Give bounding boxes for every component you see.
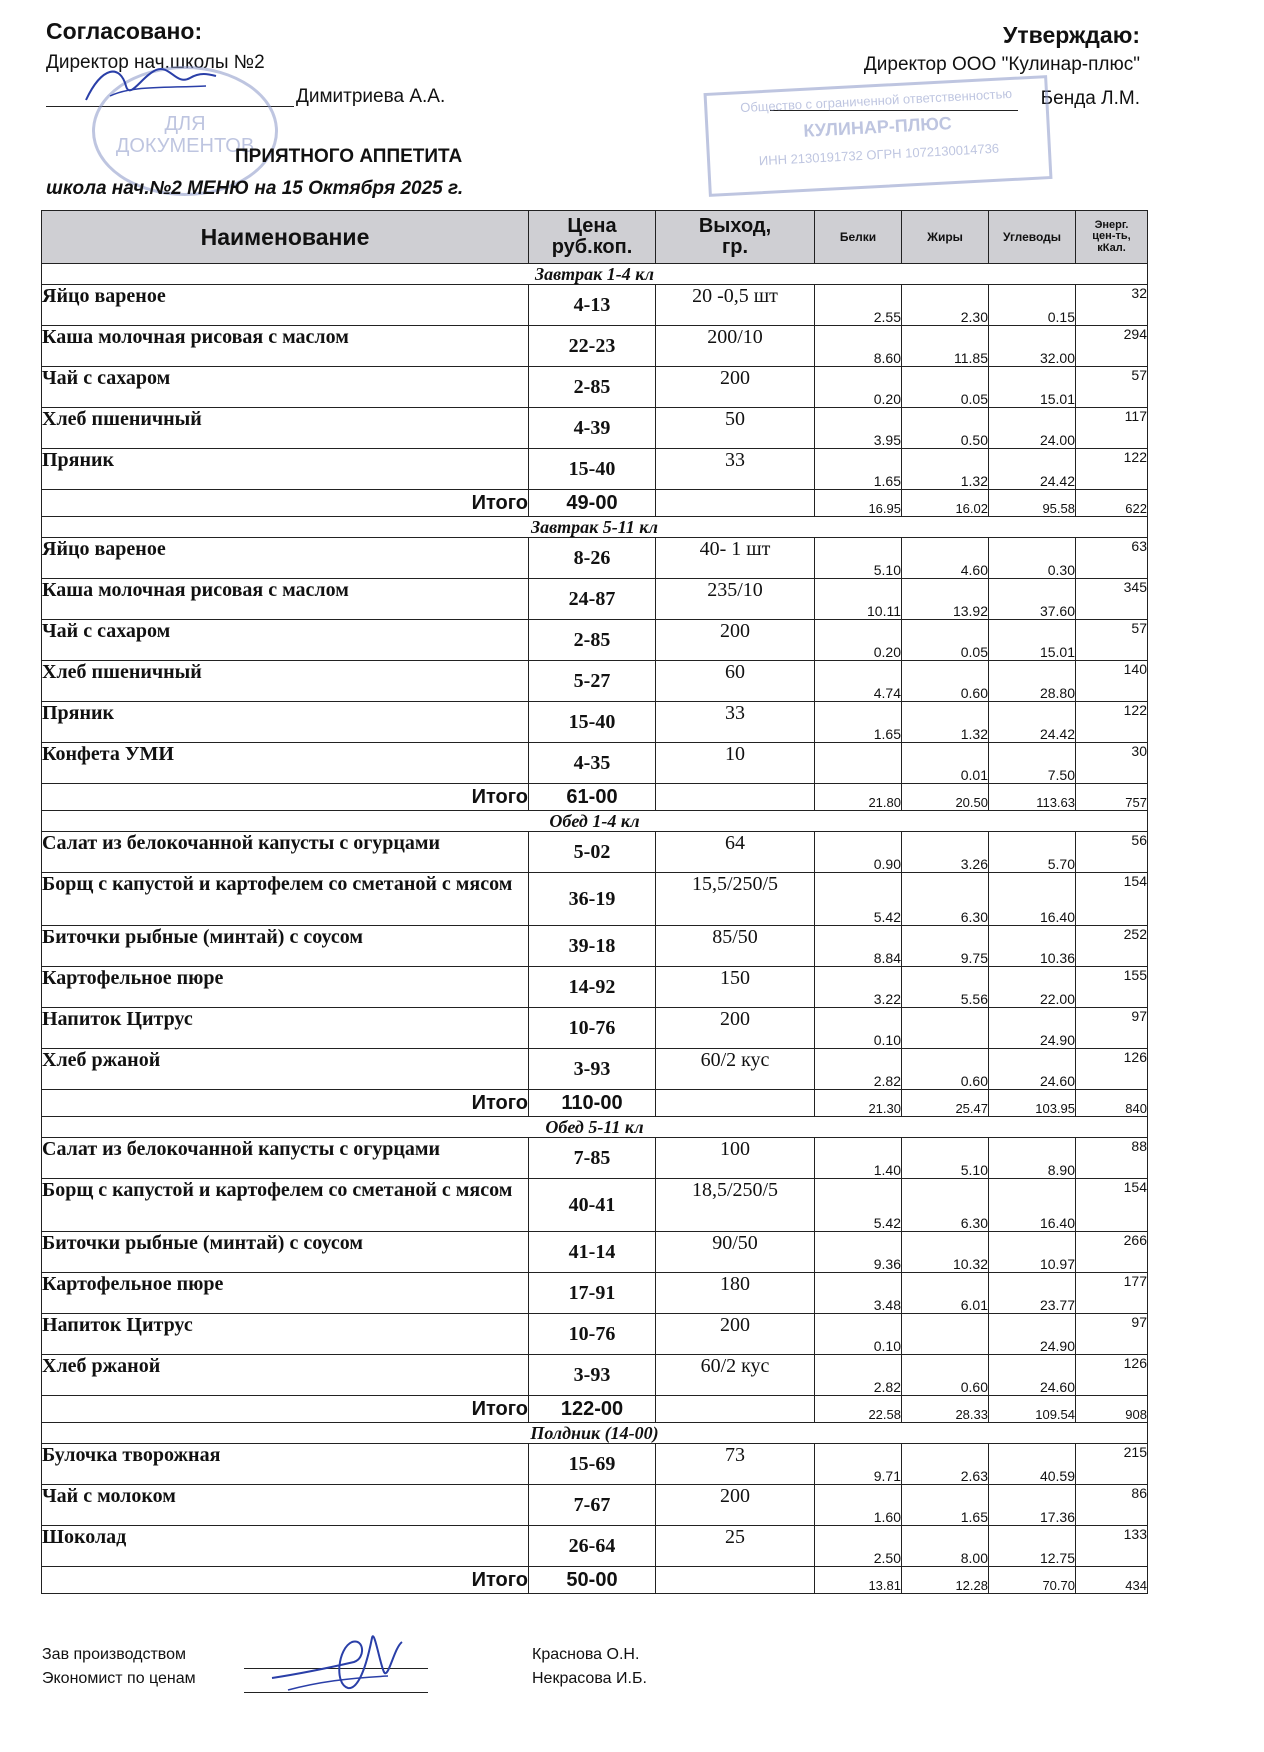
- item-yield: 150: [656, 967, 815, 1008]
- item-name: Яйцо вареное: [42, 538, 529, 579]
- item-carbs: 16.40: [989, 873, 1076, 926]
- item-kcal: 30: [1076, 743, 1148, 784]
- total-label: Итого: [42, 1396, 529, 1423]
- item-name: Биточки рыбные (минтай) с соусом: [42, 926, 529, 967]
- item-carbs: 16.40: [989, 1179, 1076, 1232]
- total-price: 50-00: [529, 1567, 656, 1594]
- item-kcal: 56: [1076, 832, 1148, 873]
- item-yield: 60/2 кус: [656, 1049, 815, 1090]
- item-price: 17-91: [529, 1273, 656, 1314]
- item-protein: 3.22: [815, 967, 902, 1008]
- item-fat: 11.85: [902, 326, 989, 367]
- total-kcal: 908: [1076, 1396, 1148, 1423]
- item-price: 15-69: [529, 1444, 656, 1485]
- item-carbs: 15.01: [989, 620, 1076, 661]
- table-row: [42, 326, 1148, 367]
- item-kcal: 345: [1076, 579, 1148, 620]
- table-row: [42, 408, 1148, 449]
- item-price: 4-35: [529, 743, 656, 784]
- item-kcal: 294: [1076, 326, 1148, 367]
- total-carbs: 109.54: [989, 1396, 1076, 1423]
- item-protein: 0.20: [815, 367, 902, 408]
- item-price: 15-40: [529, 449, 656, 490]
- total-yield: [656, 490, 815, 517]
- item-fat: 5.10: [902, 1138, 989, 1179]
- item-carbs: 24.60: [989, 1049, 1076, 1090]
- item-carbs: 40.59: [989, 1444, 1076, 1485]
- section-header: [42, 517, 1148, 538]
- table-row: [42, 832, 1148, 873]
- item-fat: 2.30: [902, 285, 989, 326]
- item-carbs: 24.42: [989, 449, 1076, 490]
- item-protein: 10.11: [815, 579, 902, 620]
- item-yield: 50: [656, 408, 815, 449]
- item-yield: 200: [656, 367, 815, 408]
- item-carbs: 28.80: [989, 661, 1076, 702]
- item-fat: 3.26: [902, 832, 989, 873]
- section-title: Завтрак 5-11 кл: [42, 517, 1148, 538]
- table-row: [42, 1314, 1148, 1355]
- item-yield: 15,5/250/5: [656, 873, 815, 926]
- approve-name: Бенда Л.М.: [1040, 88, 1140, 109]
- item-fat: 0.60: [902, 1049, 989, 1090]
- item-protein: 0.20: [815, 620, 902, 661]
- item-carbs: 24.42: [989, 702, 1076, 743]
- item-name: Хлеб ржаной: [42, 1049, 529, 1090]
- section-title: Обед 5-11 кл: [42, 1117, 1148, 1138]
- total-yield: [656, 1396, 815, 1423]
- item-carbs: 32.00: [989, 326, 1076, 367]
- item-name: Картофельное пюре: [42, 1273, 529, 1314]
- total-carbs: 103.95: [989, 1090, 1076, 1117]
- table-row: [42, 449, 1148, 490]
- item-name: Хлеб пшеничный: [42, 661, 529, 702]
- total-label: Итого: [42, 1090, 529, 1117]
- approve-heading: Утверждаю:: [1003, 22, 1140, 48]
- item-fat: 1.32: [902, 702, 989, 743]
- item-carbs: 24.00: [989, 408, 1076, 449]
- item-fat: 8.00: [902, 1526, 989, 1567]
- menu-title: школа нач.№2 МЕНЮ на 15 Октября 2025 г.: [46, 178, 464, 199]
- total-fat: 12.28: [902, 1567, 989, 1594]
- item-yield: 85/50: [656, 926, 815, 967]
- item-protein: 9.36: [815, 1232, 902, 1273]
- table-row: [42, 1526, 1148, 1567]
- item-kcal: 88: [1076, 1138, 1148, 1179]
- total-fat: 20.50: [902, 784, 989, 811]
- total-yield: [656, 1567, 815, 1594]
- item-price: 3-93: [529, 1049, 656, 1090]
- total-price: 61-00: [529, 784, 656, 811]
- item-kcal: 133: [1076, 1526, 1148, 1567]
- table-row: [42, 967, 1148, 1008]
- item-protein: 8.84: [815, 926, 902, 967]
- item-kcal: 57: [1076, 367, 1148, 408]
- item-carbs: 22.00: [989, 967, 1076, 1008]
- item-yield: 25: [656, 1526, 815, 1567]
- col-price: Цена руб.коп.: [529, 211, 656, 264]
- footer-signature: [268, 1618, 408, 1702]
- section-title: Полдник (14-00): [42, 1423, 1148, 1444]
- table-row: [42, 661, 1148, 702]
- item-fat: 6.30: [902, 873, 989, 926]
- menu-body: [42, 264, 1148, 1594]
- item-kcal: 215: [1076, 1444, 1148, 1485]
- section-header: [42, 1117, 1148, 1138]
- section-title: Завтрак 1-4 кл: [42, 264, 1148, 285]
- total-yield: [656, 784, 815, 811]
- footer-role-production: Зав производством: [42, 1646, 186, 1663]
- item-yield: 180: [656, 1273, 815, 1314]
- total-protein: 22.58: [815, 1396, 902, 1423]
- item-kcal: 97: [1076, 1008, 1148, 1049]
- total-price: 110-00: [529, 1090, 656, 1117]
- item-yield: 40- 1 шт: [656, 538, 815, 579]
- item-protein: 5.42: [815, 873, 902, 926]
- item-yield: 64: [656, 832, 815, 873]
- item-protein: 3.48: [815, 1273, 902, 1314]
- table-row: [42, 1273, 1148, 1314]
- col-name: Наименование: [42, 211, 529, 264]
- total-row: [42, 784, 1148, 811]
- item-kcal: 63: [1076, 538, 1148, 579]
- item-fat: 1.65: [902, 1485, 989, 1526]
- item-name: Пряник: [42, 449, 529, 490]
- footer-name-2: Некрасова И.Б.: [532, 1670, 647, 1687]
- item-kcal: 252: [1076, 926, 1148, 967]
- table-row: [42, 579, 1148, 620]
- total-carbs: 113.63: [989, 784, 1076, 811]
- table-row: [42, 1355, 1148, 1396]
- item-kcal: 122: [1076, 702, 1148, 743]
- item-name: Чай с молоком: [42, 1485, 529, 1526]
- total-carbs: 95.58: [989, 490, 1076, 517]
- item-fat: 0.05: [902, 620, 989, 661]
- item-price: 15-40: [529, 702, 656, 743]
- item-carbs: 24.90: [989, 1314, 1076, 1355]
- col-energy: Энерг. цен-ть, кКал.: [1076, 211, 1148, 264]
- item-carbs: 10.36: [989, 926, 1076, 967]
- total-fat: 28.33: [902, 1396, 989, 1423]
- item-protein: 0.90: [815, 832, 902, 873]
- item-kcal: 266: [1076, 1232, 1148, 1273]
- section-title: Обед 1-4 кл: [42, 811, 1148, 832]
- item-fat: 2.63: [902, 1444, 989, 1485]
- total-label: Итого: [42, 784, 529, 811]
- item-name: Картофельное пюре: [42, 967, 529, 1008]
- table-row: [42, 1138, 1148, 1179]
- item-name: Булочка творожная: [42, 1444, 529, 1485]
- item-carbs: 23.77: [989, 1273, 1076, 1314]
- item-yield: 235/10: [656, 579, 815, 620]
- item-protein: [815, 743, 902, 784]
- table-row: [42, 702, 1148, 743]
- item-carbs: 37.60: [989, 579, 1076, 620]
- item-protein: 9.71: [815, 1444, 902, 1485]
- table-row: [42, 538, 1148, 579]
- col-carbs: Углеводы: [989, 211, 1076, 264]
- item-kcal: 117: [1076, 408, 1148, 449]
- item-fat: 0.60: [902, 661, 989, 702]
- item-yield: 10: [656, 743, 815, 784]
- item-kcal: 122: [1076, 449, 1148, 490]
- item-price: 8-26: [529, 538, 656, 579]
- item-name: Каша молочная рисовая с маслом: [42, 326, 529, 367]
- agreed-signature: [80, 56, 220, 116]
- total-price: 49-00: [529, 490, 656, 517]
- item-fat: [902, 1008, 989, 1049]
- item-name: Борщ с капустой и картофелем со сметаной с мясом: [42, 873, 529, 926]
- item-carbs: 0.15: [989, 285, 1076, 326]
- item-protein: 5.10: [815, 538, 902, 579]
- item-name: Хлеб ржаной: [42, 1355, 529, 1396]
- item-price: 10-76: [529, 1008, 656, 1049]
- item-carbs: 12.75: [989, 1526, 1076, 1567]
- item-yield: 73: [656, 1444, 815, 1485]
- item-name: Каша молочная рисовая с маслом: [42, 579, 529, 620]
- item-price: 2-85: [529, 367, 656, 408]
- item-carbs: 7.50: [989, 743, 1076, 784]
- item-price: 4-13: [529, 285, 656, 326]
- item-protein: 2.55: [815, 285, 902, 326]
- table-row: [42, 873, 1148, 926]
- item-kcal: 155: [1076, 967, 1148, 1008]
- item-fat: 0.01: [902, 743, 989, 784]
- item-yield: 60: [656, 661, 815, 702]
- item-yield: 33: [656, 702, 815, 743]
- table-row: [42, 1232, 1148, 1273]
- item-fat: 13.92: [902, 579, 989, 620]
- item-price: 40-41: [529, 1179, 656, 1232]
- item-name: Конфета УМИ: [42, 743, 529, 784]
- item-name: Хлеб пшеничный: [42, 408, 529, 449]
- item-price: 5-02: [529, 832, 656, 873]
- item-yield: 20 -0,5 шт: [656, 285, 815, 326]
- item-name: Пряник: [42, 702, 529, 743]
- item-fat: 10.32: [902, 1232, 989, 1273]
- footer-role-economist: Экономист по ценам: [42, 1670, 196, 1687]
- item-name: Напиток Цитрус: [42, 1008, 529, 1049]
- table-header-row: [42, 211, 1148, 264]
- item-fat: 6.30: [902, 1179, 989, 1232]
- item-protein: 0.10: [815, 1008, 902, 1049]
- item-name: Салат из белокочанной капусты с огурцами: [42, 832, 529, 873]
- item-kcal: 57: [1076, 620, 1148, 661]
- item-protein: 1.40: [815, 1138, 902, 1179]
- table-row: [42, 1444, 1148, 1485]
- item-name: Шоколад: [42, 1526, 529, 1567]
- item-carbs: 15.01: [989, 367, 1076, 408]
- item-carbs: 17.36: [989, 1485, 1076, 1526]
- item-protein: 4.74: [815, 661, 902, 702]
- menu-table: [41, 210, 1148, 1594]
- item-price: 24-87: [529, 579, 656, 620]
- col-fat: Жиры: [902, 211, 989, 264]
- item-protein: 2.82: [815, 1049, 902, 1090]
- table-row: [42, 743, 1148, 784]
- table-row: [42, 367, 1148, 408]
- table-row: [42, 1008, 1148, 1049]
- item-fat: 6.01: [902, 1273, 989, 1314]
- item-name: Чай с сахаром: [42, 620, 529, 661]
- item-kcal: 177: [1076, 1273, 1148, 1314]
- total-protein: 21.80: [815, 784, 902, 811]
- item-yield: 200/10: [656, 326, 815, 367]
- item-fat: 1.32: [902, 449, 989, 490]
- item-kcal: 126: [1076, 1049, 1148, 1090]
- item-price: 39-18: [529, 926, 656, 967]
- item-kcal: 154: [1076, 1179, 1148, 1232]
- item-protein: 2.82: [815, 1355, 902, 1396]
- item-protein: 1.65: [815, 449, 902, 490]
- total-kcal: 840: [1076, 1090, 1148, 1117]
- item-kcal: 97: [1076, 1314, 1148, 1355]
- agreed-name: Димитриева А.А.: [296, 86, 446, 107]
- total-row: [42, 1567, 1148, 1594]
- item-carbs: 10.97: [989, 1232, 1076, 1273]
- approve-position: Директор ООО "Кулинар-плюс": [863, 54, 1140, 75]
- company-stamp: Общество с ограниченной ответственностью КУЛИНАР-ПЛЮС ИНН 2130191732 ОГРН 1072130014736: [704, 75, 1053, 197]
- item-yield: 33: [656, 449, 815, 490]
- footer-name-1: Краснова О.Н.: [532, 1646, 640, 1663]
- total-yield: [656, 1090, 815, 1117]
- item-protein: 0.10: [815, 1314, 902, 1355]
- item-price: 7-67: [529, 1485, 656, 1526]
- school-stamp: ДЛЯ ДОКУМЕНТОВ: [92, 66, 278, 196]
- item-protein: 3.95: [815, 408, 902, 449]
- item-price: 14-92: [529, 967, 656, 1008]
- item-kcal: 32: [1076, 285, 1148, 326]
- item-fat: 5.56: [902, 967, 989, 1008]
- item-yield: 200: [656, 620, 815, 661]
- item-fat: 0.05: [902, 367, 989, 408]
- total-price: 122-00: [529, 1396, 656, 1423]
- item-fat: 4.60: [902, 538, 989, 579]
- table-row: [42, 926, 1148, 967]
- total-row: [42, 490, 1148, 517]
- item-protein: 8.60: [815, 326, 902, 367]
- item-carbs: 24.60: [989, 1355, 1076, 1396]
- section-header: [42, 264, 1148, 285]
- item-name: Чай с сахаром: [42, 367, 529, 408]
- table-row: [42, 285, 1148, 326]
- item-kcal: 86: [1076, 1485, 1148, 1526]
- total-kcal: 757: [1076, 784, 1148, 811]
- item-name: Борщ с капустой и картофелем со сметаной с мясом: [42, 1179, 529, 1232]
- item-yield: 100: [656, 1138, 815, 1179]
- total-fat: 25.47: [902, 1090, 989, 1117]
- item-fat: 0.60: [902, 1355, 989, 1396]
- table-row: [42, 620, 1148, 661]
- item-name: Яйцо вареное: [42, 285, 529, 326]
- agreed-position: Директор нач.школы №2: [46, 52, 265, 73]
- item-fat: 9.75: [902, 926, 989, 967]
- item-kcal: 154: [1076, 873, 1148, 926]
- table-row: [42, 1485, 1148, 1526]
- col-protein: Белки: [815, 211, 902, 264]
- item-price: 3-93: [529, 1355, 656, 1396]
- item-name: Салат из белокочанной капусты с огурцами: [42, 1138, 529, 1179]
- item-protein: 1.65: [815, 702, 902, 743]
- item-yield: 200: [656, 1008, 815, 1049]
- item-kcal: 126: [1076, 1355, 1148, 1396]
- col-yield: Выход, гр.: [656, 211, 815, 264]
- total-protein: 16.95: [815, 490, 902, 517]
- item-yield: 18,5/250/5: [656, 1179, 815, 1232]
- item-fat: [902, 1314, 989, 1355]
- item-yield: 200: [656, 1485, 815, 1526]
- item-price: 41-14: [529, 1232, 656, 1273]
- table-row: [42, 1179, 1148, 1232]
- item-name: Напиток Цитрус: [42, 1314, 529, 1355]
- item-price: 10-76: [529, 1314, 656, 1355]
- item-yield: 200: [656, 1314, 815, 1355]
- total-kcal: 434: [1076, 1567, 1148, 1594]
- item-kcal: 140: [1076, 661, 1148, 702]
- item-carbs: 24.90: [989, 1008, 1076, 1049]
- total-carbs: 70.70: [989, 1567, 1076, 1594]
- item-yield: 90/50: [656, 1232, 815, 1273]
- item-carbs: 5.70: [989, 832, 1076, 873]
- item-name: Биточки рыбные (минтай) с соусом: [42, 1232, 529, 1273]
- total-protein: 13.81: [815, 1567, 902, 1594]
- item-carbs: 0.30: [989, 538, 1076, 579]
- table-row: [42, 1049, 1148, 1090]
- bon-appetit: ПРИЯТНОГО АППЕТИТА: [235, 146, 463, 167]
- total-row: [42, 1396, 1148, 1423]
- item-protein: 1.60: [815, 1485, 902, 1526]
- agreed-heading: Согласовано:: [46, 18, 203, 44]
- total-label: Итого: [42, 1567, 529, 1594]
- item-price: 4-39: [529, 408, 656, 449]
- item-protein: 2.50: [815, 1526, 902, 1567]
- section-header: [42, 811, 1148, 832]
- total-kcal: 622: [1076, 490, 1148, 517]
- total-fat: 16.02: [902, 490, 989, 517]
- item-price: 22-23: [529, 326, 656, 367]
- total-row: [42, 1090, 1148, 1117]
- item-price: 5-27: [529, 661, 656, 702]
- item-protein: 5.42: [815, 1179, 902, 1232]
- item-yield: 60/2 кус: [656, 1355, 815, 1396]
- item-price: 26-64: [529, 1526, 656, 1567]
- item-fat: 0.50: [902, 408, 989, 449]
- total-protein: 21.30: [815, 1090, 902, 1117]
- item-carbs: 8.90: [989, 1138, 1076, 1179]
- section-header: [42, 1423, 1148, 1444]
- item-price: 7-85: [529, 1138, 656, 1179]
- total-label: Итого: [42, 490, 529, 517]
- item-price: 36-19: [529, 873, 656, 926]
- item-price: 2-85: [529, 620, 656, 661]
